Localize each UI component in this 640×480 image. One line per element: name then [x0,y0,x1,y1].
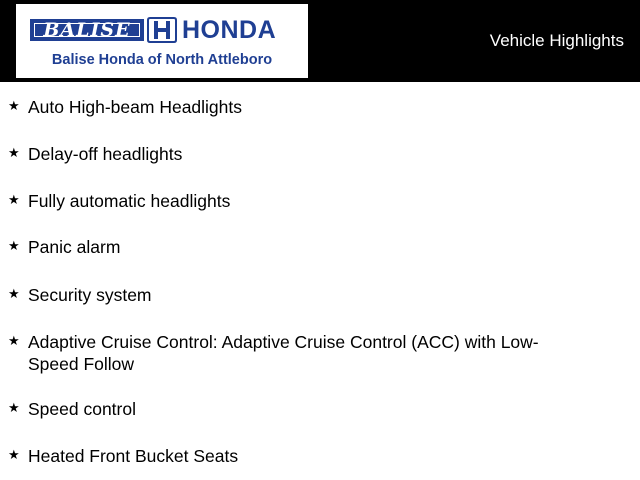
header-bar [0,0,640,82]
star-icon: ★ [8,286,20,301]
list-item [8,190,588,212]
list-item [8,143,588,165]
highlight-text: Speed control [28,399,136,419]
highlight-text: Panic alarm [28,237,121,257]
list-item [8,284,588,306]
star-icon: ★ [8,98,20,113]
honda-h-logo-icon [147,17,177,43]
highlight-text: Fully automatic headlights [28,191,231,211]
star-icon: ★ [8,145,20,160]
star-icon: ★ [8,400,20,415]
star-icon: ★ [8,333,20,348]
honda-wordmark: HONDA [182,16,277,44]
highlight-text: Delay-off headlights [28,144,183,164]
balise-wordmark: BALISE [30,19,144,41]
star-icon: ★ [8,192,20,207]
highlight-text: Adaptive Cruise Control: Adaptive Cruise Control (ACC) with Low-Speed Follow [28,332,539,374]
dealer-logo[interactable] [16,4,308,78]
list-item [8,236,588,258]
highlight-text: Security system [28,285,152,305]
list-item [8,445,588,467]
dealer-name: Balise Honda of North Attleboro [51,52,273,68]
list-item [8,331,588,375]
list-item [8,398,588,420]
list-item [8,96,588,118]
page-title: Vehicle Highlights [489,31,624,50]
star-icon: ★ [8,447,20,462]
highlight-text: Heated Front Bucket Seats [28,446,239,466]
star-icon: ★ [8,238,20,253]
highlight-text: Auto High-beam Headlights [28,97,243,117]
